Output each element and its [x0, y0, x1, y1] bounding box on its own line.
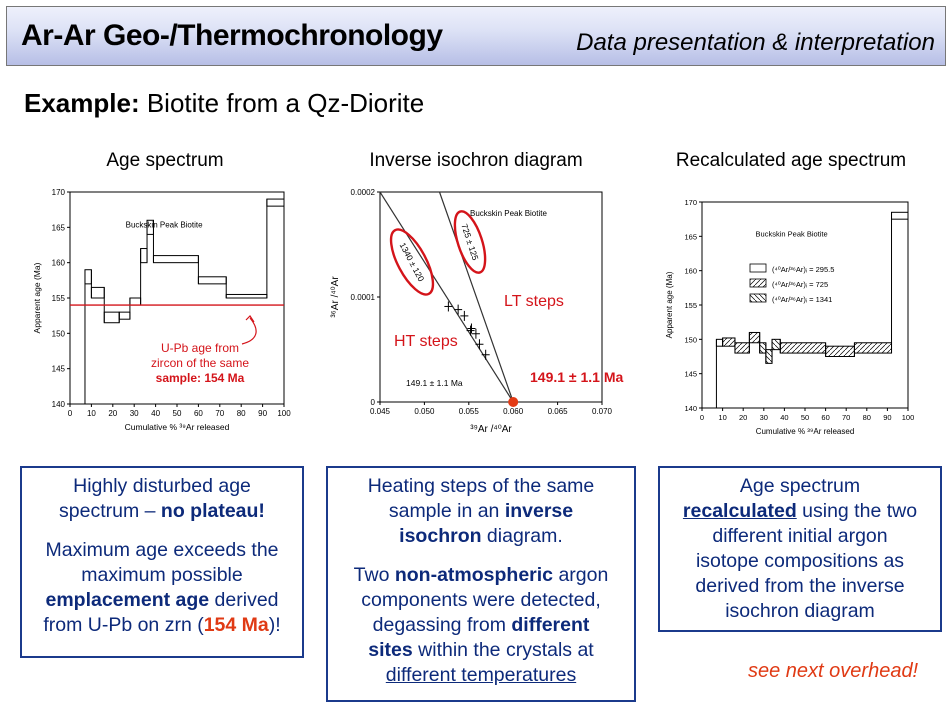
box1-line: from U-Pb on zrn ( — [43, 614, 204, 636]
recalc-chart — [650, 190, 940, 460]
box2-emphasis: isochron — [399, 525, 482, 547]
age-step — [104, 312, 119, 323]
x-tick-label: 0 — [67, 409, 73, 418]
x-tick-label: 20 — [108, 409, 118, 418]
box1-line: spectrum – — [59, 500, 161, 522]
example-heading — [24, 88, 424, 119]
age-step — [735, 343, 749, 353]
x-tick-label: 50 — [172, 409, 182, 418]
age-step — [130, 298, 141, 305]
age-step — [892, 212, 908, 219]
x-tick-label: 90 — [883, 413, 892, 422]
x-tick-label: 70 — [842, 413, 851, 422]
x-tick-label: 0.060 — [503, 407, 524, 416]
x-tick-label: 60 — [821, 413, 830, 422]
x-tick-label: 20 — [739, 413, 748, 422]
y-tick-label: 155 — [51, 294, 65, 303]
legend-entry: (⁴⁰Ar/³⁶Ar)ᵢ = 1341 — [772, 295, 833, 304]
x-tick-label: 10 — [86, 409, 96, 418]
isochron-chart — [320, 180, 640, 460]
age-spectrum-chart — [10, 180, 310, 460]
box2-line: Heating steps of the same — [367, 475, 595, 497]
box1-line: maximum possible — [81, 564, 243, 586]
box2-line: components were detected, — [361, 589, 601, 611]
see-next-overhead: see next overhead! — [748, 660, 919, 682]
age-step — [716, 339, 722, 346]
example-label: Example: — [24, 88, 140, 118]
box3-line: using the two — [796, 500, 918, 522]
age-step — [760, 343, 766, 353]
inner-label: Buckskin Peak Biotite — [470, 209, 547, 218]
legend-entry: (⁴⁰Ar/³⁶Ar)ᵢ = 295.5 — [772, 265, 835, 274]
y-axis-label: Apparent age (Ma) — [32, 262, 42, 334]
y-tick-label: 160 — [51, 258, 65, 268]
box1-upb-age: 154 Ma — [203, 614, 269, 636]
y-tick-label: 165 — [51, 223, 65, 233]
upb-annotation: sample: 154 Ma — [155, 371, 245, 385]
box2-emphasis: inverse — [504, 500, 574, 522]
upb-annotation: zircon of the same — [150, 356, 250, 370]
x-tick-label: 30 — [129, 409, 139, 418]
line-label-1340: 1340 ± 120 — [397, 240, 427, 284]
y-tick-label: 140 — [51, 400, 65, 409]
age-step — [780, 343, 825, 353]
box2-emphasis: non-atmospheric — [394, 564, 554, 586]
age-step — [854, 343, 891, 353]
x-tick-label: 70 — [215, 409, 225, 418]
box3-line: Age spectrum — [739, 475, 861, 497]
x-tick-label: 90 — [258, 409, 268, 418]
box3-line: derived from the inverse — [695, 575, 905, 597]
age-step — [91, 287, 104, 298]
intercept-age-label: 149.1 ± 1.1 Ma — [530, 369, 624, 385]
recalc-title: Recalculated age spectrum — [675, 150, 907, 171]
x-tick-label: 0.065 — [547, 407, 568, 416]
y-tick-label: 140 — [684, 404, 697, 413]
age-step — [749, 332, 759, 342]
x-axis-label: ³⁹Ar /⁴⁰Ar — [470, 424, 512, 435]
x-tick-label: 0 — [699, 413, 705, 422]
age-step — [226, 294, 267, 298]
lt-steps-label: LT steps — [504, 293, 564, 310]
isochron-line — [380, 192, 513, 402]
box2-line: Two — [353, 564, 395, 586]
ht-steps-label: HT steps — [394, 333, 458, 350]
age-step — [119, 312, 130, 319]
inner-label: Buckskin Peak Biotite — [755, 229, 828, 239]
box3-emphasis: recalculated — [682, 500, 797, 522]
box1-line: )! — [268, 614, 281, 636]
box2-line: degassing from — [372, 614, 512, 636]
y-tick-label: 170 — [51, 188, 65, 197]
box2-line: sample in an — [388, 500, 505, 522]
box2-line: diagram. — [481, 525, 563, 547]
header-subtitle: Data presentation & interpretation — [576, 29, 935, 56]
y-tick-label: 0.0001 — [350, 293, 375, 302]
x-tick-label: 50 — [800, 413, 810, 422]
age-step — [153, 256, 198, 263]
box2-underlined: different temperatures — [385, 664, 577, 686]
box2-emphasis: different — [511, 614, 590, 636]
y-tick-label: 0 — [370, 398, 375, 407]
x-tick-label: 0.070 — [591, 407, 613, 416]
legend-swatch — [750, 294, 766, 302]
box3-line: isotope compositions as — [695, 550, 905, 572]
x-axis-label: Cumulative % ³⁹Ar released — [755, 427, 855, 436]
y-tick-label: 145 — [684, 369, 697, 379]
box1-emphasis: no plateau! — [160, 500, 265, 522]
box2-line: within the crystals at — [412, 639, 594, 661]
info-box-recalc — [658, 466, 942, 632]
age-spectrum-title: Age spectrum — [106, 150, 224, 171]
x-tick-label: 60 — [193, 409, 203, 418]
x-tick-label: 100 — [277, 409, 291, 418]
line-label-725: 725 ± 125 — [459, 222, 481, 262]
box3-line: isochron diagram — [725, 600, 875, 622]
intercept-age-small: 149.1 ± 1.1 Ma — [406, 378, 463, 388]
x-tick-label: 40 — [151, 409, 161, 418]
info-box-heating — [326, 466, 636, 702]
x-tick-label: 80 — [236, 409, 246, 418]
isochron-line — [439, 192, 513, 402]
info-box-disturbed — [20, 466, 304, 658]
box1-line: Highly disturbed age — [73, 475, 251, 497]
legend-swatch — [750, 264, 766, 272]
isochron-intercept-point — [508, 397, 518, 407]
inner-label: Buckskin Peak Biotite — [125, 220, 203, 230]
box2-emphasis: sites — [368, 639, 413, 661]
y-tick-label: 160 — [684, 266, 697, 276]
legend-swatch — [750, 279, 766, 287]
x-tick-label: 0.055 — [458, 407, 479, 416]
box1-line: Maximum age exceeds the — [45, 539, 279, 561]
age-step — [723, 338, 735, 346]
age-step — [141, 249, 147, 263]
y-tick-label: 150 — [684, 335, 697, 345]
age-step — [198, 277, 226, 284]
age-step — [772, 339, 780, 349]
x-tick-label: 0.050 — [414, 407, 435, 416]
x-tick-label: 30 — [759, 413, 768, 422]
isochron-title: Inverse isochron diagram — [369, 150, 583, 171]
y-tick-label: 165 — [684, 232, 697, 242]
box1-emphasis: emplacement age — [45, 589, 210, 611]
annotation-arrowhead — [246, 316, 254, 322]
age-step — [85, 270, 91, 284]
y-tick-label: 150 — [51, 329, 65, 339]
box1-line: derived — [209, 589, 279, 611]
y-axis-label: ³⁶Ar /⁴⁰Ar — [330, 276, 341, 318]
x-tick-label: 40 — [780, 413, 789, 422]
legend-entry: (⁴⁰Ar/³⁶Ar)ᵢ = 725 — [772, 280, 829, 289]
age-step — [826, 346, 855, 356]
x-tick-label: 80 — [862, 413, 871, 422]
header-banner — [6, 6, 946, 66]
box3-line: different initial argon — [712, 525, 888, 547]
upb-annotation: U-Pb age from — [160, 341, 240, 355]
age-step — [267, 199, 284, 206]
x-tick-label: 0.045 — [369, 407, 391, 416]
y-axis-label: Apparent age (Ma) — [665, 271, 674, 339]
y-tick-label: 170 — [684, 198, 697, 207]
header-title: Ar-Ar Geo-/Thermochronology — [21, 19, 443, 52]
x-tick-label: 10 — [718, 413, 727, 422]
age-step — [766, 350, 772, 364]
x-axis-label: Cumulative % ³⁹Ar released — [124, 422, 230, 432]
y-tick-label: 0.0002 — [350, 188, 375, 197]
y-tick-label: 155 — [684, 301, 697, 310]
x-tick-label: 100 — [901, 413, 915, 422]
box2-line: argon — [553, 564, 609, 586]
y-tick-label: 145 — [51, 364, 65, 374]
example-text: Biotite from a Qz-Diorite — [139, 88, 425, 118]
